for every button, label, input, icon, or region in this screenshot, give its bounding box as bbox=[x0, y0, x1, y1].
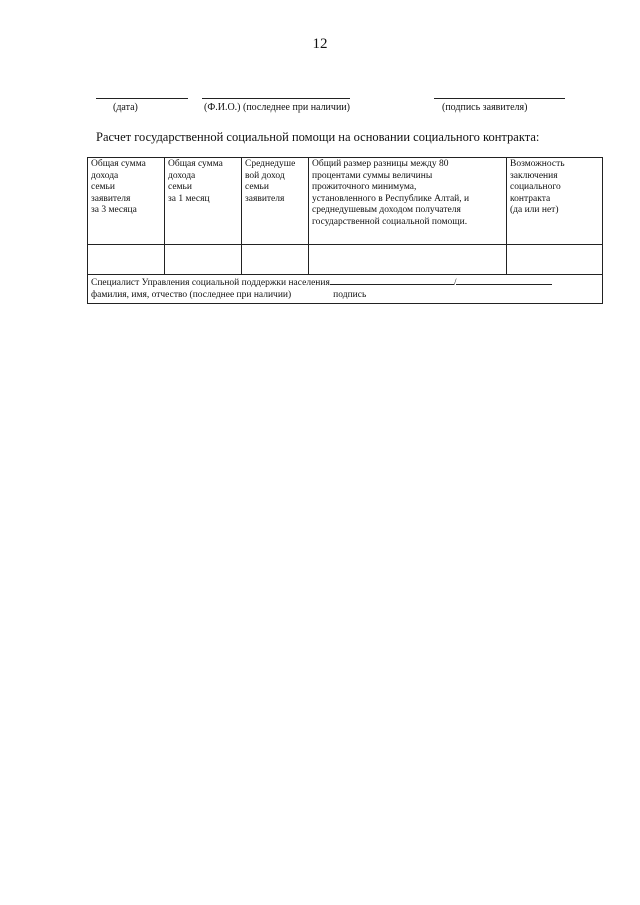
specialist-fio-blank bbox=[330, 275, 454, 285]
specialist-captions bbox=[91, 289, 599, 301]
fio-caption: (Ф.И.О.) (последнее при наличии) bbox=[204, 102, 350, 113]
table-row bbox=[88, 245, 603, 275]
specialist-signature-caption: подпись bbox=[333, 290, 367, 300]
signature-caption: (подпись заявителя) bbox=[442, 102, 528, 113]
column-header-contract-possibility: Возможность заключения социального контракта (да или нет) bbox=[507, 158, 603, 245]
fio-line bbox=[202, 98, 350, 99]
date-line bbox=[96, 98, 188, 99]
signature-separator: / bbox=[453, 278, 457, 288]
specialist-signature-cell bbox=[88, 275, 603, 304]
signature-line bbox=[434, 98, 565, 99]
table-cell-difference-amount bbox=[309, 245, 507, 275]
specialist-line bbox=[91, 275, 599, 289]
column-header-difference-amount: Общий размер разницы между 80 процентами суммы величины прожиточного минимума, установленного в Республике Алтай, и среднедушевым доходом получателя государственной социальной помощи. bbox=[309, 158, 507, 245]
table-footer-row bbox=[88, 275, 603, 304]
specialist-fio-caption: фамилия, имя, отчество (последнее при наличии) bbox=[91, 290, 292, 300]
page-number: 12 bbox=[312, 36, 328, 52]
column-header-3-month-income: Общая сумма дохода семьи заявителя за 3 месяца bbox=[88, 158, 165, 245]
table-cell-contract-possibility bbox=[507, 245, 603, 275]
calculation-title: Расчет государственной социальной помощи на основании социального контракта: bbox=[96, 130, 540, 144]
table-cell-3-month-income bbox=[88, 245, 165, 275]
specialist-signature-blank bbox=[456, 275, 552, 285]
date-caption: (дата) bbox=[113, 102, 138, 113]
specialist-label: Специалист Управления социальной поддержки населения bbox=[91, 278, 330, 288]
column-header-per-capita-income: Среднедуше вой доход семьи заявителя bbox=[242, 158, 309, 245]
column-header-1-month-income: Общая сумма дохода семьи за 1 месяц bbox=[165, 158, 242, 245]
table-header-row bbox=[88, 158, 603, 245]
table-cell-1-month-income bbox=[165, 245, 242, 275]
table-cell-per-capita-income bbox=[242, 245, 309, 275]
calculation-table bbox=[87, 157, 603, 304]
